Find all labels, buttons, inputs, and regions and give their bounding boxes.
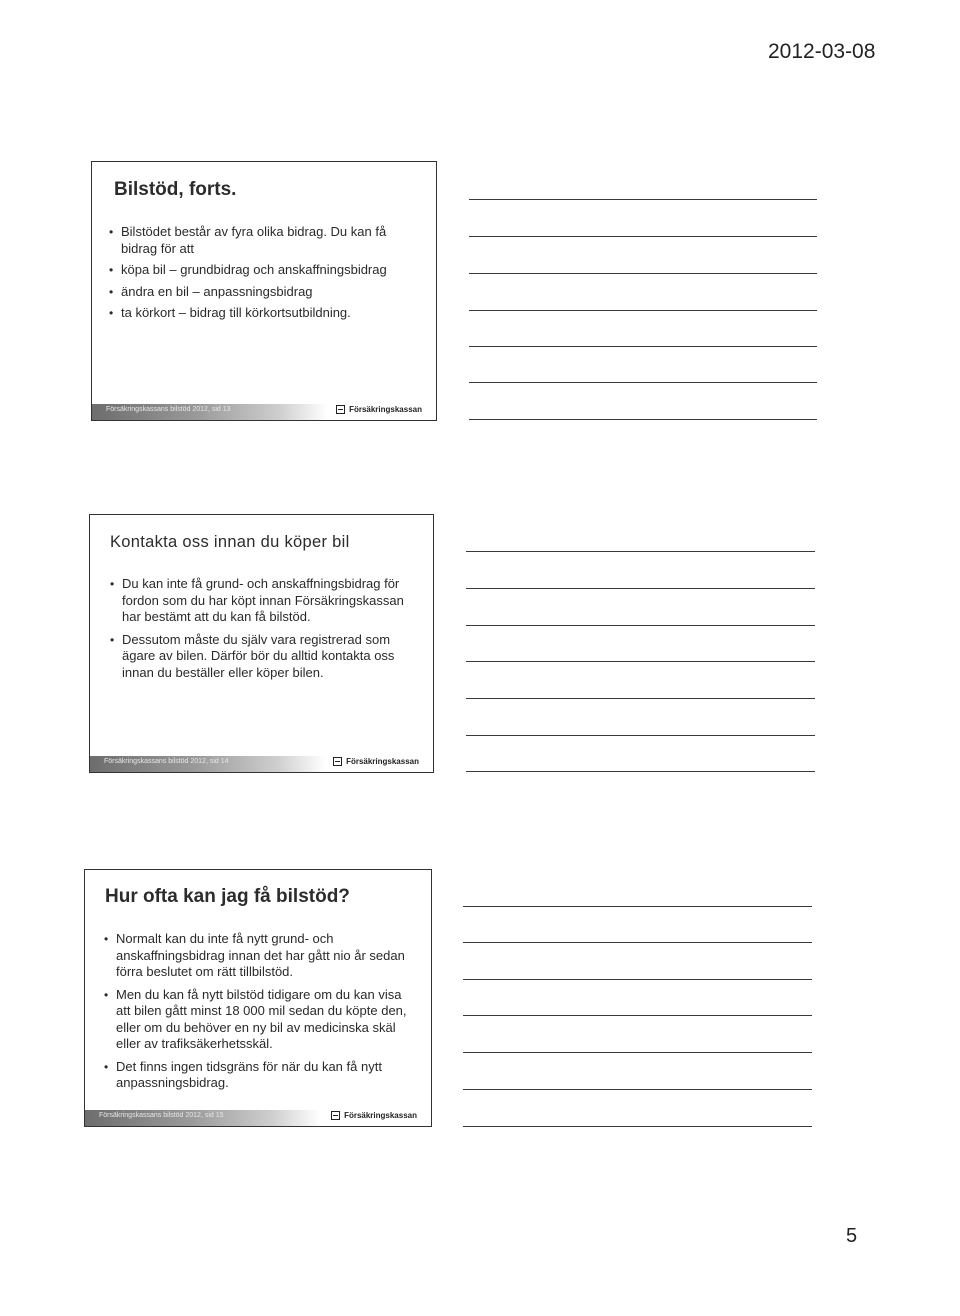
note-line xyxy=(463,942,812,943)
note-line xyxy=(469,236,817,237)
note-line xyxy=(466,625,815,626)
bullet-list xyxy=(109,224,409,322)
slide-bilstod-forts xyxy=(91,161,437,421)
bullet-item: • Det finns ingen tidsgräns för när du kan få nytt anpassningsbidrag. xyxy=(104,1058,382,1090)
note-line xyxy=(463,1015,812,1016)
note-line xyxy=(469,310,817,311)
note-line xyxy=(466,588,815,589)
note-line xyxy=(463,1089,812,1090)
note-line xyxy=(469,382,817,383)
note-line xyxy=(469,346,817,347)
bullet-icon: • xyxy=(110,577,115,591)
note-line xyxy=(469,199,817,200)
bullet-icon: • xyxy=(110,632,115,647)
note-line xyxy=(463,906,812,907)
page-number: 5 xyxy=(846,1225,858,1247)
footer-gradient-bar xyxy=(90,756,325,772)
footer-text: Försäkringskassans bilstöd 2012, sid 15 xyxy=(99,1112,224,1119)
brand-logo: Försäkringskassan xyxy=(333,757,419,766)
bullet-icon: • xyxy=(109,306,114,320)
page-date: 2012-03-08 xyxy=(768,40,876,63)
bullet-item: • Men du kan få nytt bilstöd tidigare om du kan visa att bilen gått minst 18 000 mil sedan du köpte den, eller om du behöver en ny bil av medicinska skäl eller av trafiksäkerhetsskäl. xyxy=(104,986,407,1051)
brand-logo: Försäkringskassan xyxy=(336,405,422,414)
footer-text: Försäkringskassans bilstöd 2012, sid 13 xyxy=(106,406,231,413)
slide-footer xyxy=(90,756,433,772)
note-line xyxy=(466,698,815,699)
bullet-item: • Dessutom måste du själv vara registrerad som ägare av bilen. Därför bör du alltid kontakta oss innan du beställer eller köper bilen. xyxy=(110,631,395,680)
slide-footer xyxy=(85,1110,431,1126)
bullet-icon: • xyxy=(109,284,114,299)
note-line xyxy=(466,551,815,552)
brand-logo-icon xyxy=(331,1111,340,1120)
slide-title: Kontakta oss innan du köper bil xyxy=(110,533,350,551)
note-line xyxy=(466,661,815,662)
brand-logo: Försäkringskassan xyxy=(331,1111,417,1120)
bullet-item: • Normalt kan du inte få nytt grund- och anskaffningsbidrag innan det har gått nio år sedan förra beslutet om rätt tillbilstöd. xyxy=(104,931,405,979)
bullet-icon: • xyxy=(104,1059,109,1074)
slide-kontakta-oss xyxy=(89,514,434,773)
bullet-item: • köpa bil – grundbidrag och anskaffningsbidrag xyxy=(109,262,387,277)
bullet-list xyxy=(110,576,415,681)
slide-title: Bilstöd, forts. xyxy=(114,179,237,200)
brand-logo-icon xyxy=(336,405,345,414)
note-line xyxy=(463,979,812,980)
note-line xyxy=(466,771,815,772)
bullet-item: • Du kan inte få grund- och anskaffningsbidrag för fordon som du har köpt innan Försäkringskassan har bestämt att du kan få bilstöd. xyxy=(110,576,404,624)
note-line xyxy=(463,1126,812,1127)
note-line xyxy=(469,419,817,420)
bullet-item: • Bilstödet består av fyra olika bidrag. Du kan få bidrag för att xyxy=(109,224,387,256)
bullet-item: • ta körkort – bidrag till körkortsutbildning. xyxy=(109,305,351,320)
bullet-icon: • xyxy=(104,932,109,946)
footer-text: Försäkringskassans bilstöd 2012, sid 14 xyxy=(104,758,229,765)
brand-logo-icon xyxy=(333,757,342,766)
note-line xyxy=(469,273,817,274)
footer-gradient-bar xyxy=(92,404,327,420)
bullet-item: • ändra en bil – anpassningsbidrag xyxy=(109,283,313,299)
footer-gradient-bar xyxy=(85,1110,320,1126)
slide-footer xyxy=(92,404,436,420)
bullet-icon: • xyxy=(109,263,114,277)
bullet-list xyxy=(104,931,414,1092)
note-line xyxy=(466,735,815,736)
bullet-icon: • xyxy=(104,987,109,1002)
bullet-icon: • xyxy=(109,225,114,239)
note-line xyxy=(463,1052,812,1053)
slide-hur-ofta xyxy=(84,869,432,1127)
slide-title: Hur ofta kan jag få bilstöd? xyxy=(105,886,350,907)
